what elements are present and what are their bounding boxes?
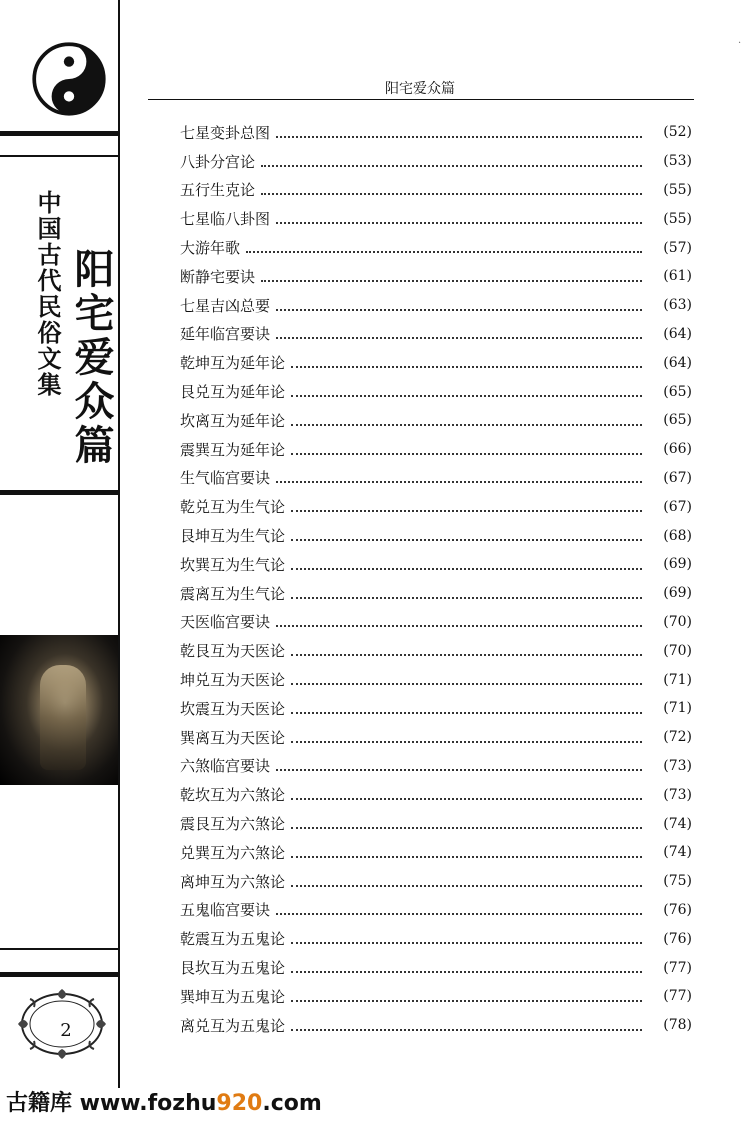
- series-title: 中国古代民俗文集: [33, 190, 62, 398]
- toc-leader-dots: [291, 797, 642, 800]
- toc-entry-title: 天医临宫要诀: [180, 613, 271, 632]
- toc-entry-title: 坎震互为天医论: [180, 699, 286, 718]
- toc-entry[interactable]: [180, 982, 692, 1011]
- toc-entry[interactable]: [180, 348, 692, 377]
- toc-entry-title: 离兑互为五鬼论: [180, 1016, 286, 1035]
- toc-entry-page: (78): [663, 1017, 692, 1034]
- toc-entry-page: (64): [663, 354, 692, 371]
- toc-entry-title: 坎离互为延年论: [180, 411, 286, 430]
- toc-entry[interactable]: [180, 723, 692, 752]
- toc-leader-dots: [276, 624, 642, 627]
- watermark-prefix: 古籍库 www.fozhu: [6, 1091, 217, 1116]
- toc-leader-dots: [291, 653, 642, 656]
- toc-entry-title: 七星吉凶总要: [180, 296, 271, 315]
- toc-entry-page: (71): [663, 671, 692, 688]
- sidebar-border: [118, 0, 120, 1088]
- toc-entry-title: 坎巽互为生气论: [180, 555, 286, 574]
- toc-leader-dots: [261, 279, 642, 282]
- toc-entry[interactable]: [180, 233, 692, 262]
- toc-entry[interactable]: [180, 1011, 692, 1040]
- toc-entry-title: 巽坤互为五鬼论: [180, 987, 286, 1006]
- sidebar: [0, 0, 120, 1122]
- toc-leader-dots: [291, 509, 642, 512]
- watermark-suffix: .com: [262, 1091, 322, 1116]
- toc-entry[interactable]: [180, 838, 692, 867]
- toc-entry-title: 五鬼临宫要诀: [180, 901, 271, 920]
- toc-entry-title: 乾兑互为生气论: [180, 498, 286, 517]
- toc-leader-dots: [246, 250, 642, 253]
- book-title: 阳宅爱众篇: [68, 248, 115, 468]
- toc-entry-page: (70): [663, 642, 692, 659]
- toc-entry-page: (74): [663, 844, 692, 861]
- toc-entry[interactable]: [180, 377, 692, 406]
- toc-entry-title: 震艮互为六煞论: [180, 815, 286, 834]
- toc-entry-page: (67): [663, 469, 692, 486]
- toc-entry-title: 巽离互为天医论: [180, 728, 286, 747]
- toc-entry-title: 艮坤互为生气论: [180, 527, 286, 546]
- toc-entry[interactable]: [180, 204, 692, 233]
- toc-entry-title: 断静宅要诀: [180, 267, 256, 286]
- toc-entry-page: (73): [663, 757, 692, 774]
- toc-entry-page: (70): [663, 613, 692, 630]
- toc-leader-dots: [276, 308, 642, 311]
- toc-entry-page: (71): [663, 700, 692, 717]
- toc-entry-page: (67): [663, 498, 692, 515]
- toc-entry[interactable]: [180, 262, 692, 291]
- toc-entry[interactable]: [180, 608, 692, 637]
- toc-entry[interactable]: [180, 118, 692, 147]
- header-rule: [148, 99, 694, 100]
- toc-leader-dots: [276, 480, 642, 483]
- toc-entry[interactable]: [180, 320, 692, 349]
- toc-entry[interactable]: [180, 579, 692, 608]
- toc-leader-dots: [291, 970, 642, 973]
- toc-entry-page: (53): [663, 153, 692, 170]
- divider-bar: [0, 972, 118, 977]
- toc-leader-dots: [291, 855, 642, 858]
- divider-bar: [0, 948, 118, 950]
- toc-leader-dots: [291, 567, 642, 570]
- toc-entry-page: (69): [663, 556, 692, 573]
- toc-entry-page: (65): [663, 412, 692, 429]
- toc-leader-dots: [291, 941, 642, 944]
- toc-entry[interactable]: [180, 550, 692, 579]
- toc-entry-title: 离坤互为六煞论: [180, 872, 286, 891]
- toc-entry[interactable]: [180, 176, 692, 205]
- toc-leader-dots: [276, 336, 642, 339]
- toc-entry-page: (61): [663, 268, 692, 285]
- toc-entry-title: 乾坤互为延年论: [180, 354, 286, 373]
- toc-entry[interactable]: [180, 896, 692, 925]
- divider-bar: [0, 490, 118, 495]
- statue-figure: [40, 665, 86, 770]
- toc-entry-title: 延年临宫要诀: [180, 325, 271, 344]
- toc-entry-title: 兑巽互为六煞论: [180, 843, 286, 862]
- toc-entry[interactable]: [180, 694, 692, 723]
- toc-leader-dots: [291, 452, 642, 455]
- toc-entry-title: 生气临宫要诀: [180, 469, 271, 488]
- toc-entry[interactable]: [180, 521, 692, 550]
- page-number: 2: [60, 1020, 72, 1041]
- toc-entry-page: (74): [663, 815, 692, 832]
- toc-entry[interactable]: [180, 752, 692, 781]
- toc-entry-page: (77): [663, 988, 692, 1005]
- toc-entry-title: 震巽互为延年论: [180, 440, 286, 459]
- toc-leader-dots: [291, 884, 642, 887]
- toc-entry-page: (68): [663, 527, 692, 544]
- toc-entry-page: (63): [663, 297, 692, 314]
- toc-entry[interactable]: [180, 809, 692, 838]
- toc-entry[interactable]: [180, 867, 692, 896]
- toc-entry[interactable]: [180, 435, 692, 464]
- toc-leader-dots: [291, 423, 642, 426]
- toc-entry-title: 七星变卦总图: [180, 123, 271, 142]
- toc-leader-dots: [291, 740, 642, 743]
- table-of-contents: [180, 118, 692, 1040]
- toc-entry-page: (57): [663, 239, 692, 256]
- toc-entry-title: 坤兑互为天医论: [180, 671, 286, 690]
- toc-entry[interactable]: [180, 464, 692, 493]
- toc-entry-title: 艮兑互为延年论: [180, 383, 286, 402]
- toc-leader-dots: [276, 768, 642, 771]
- site-watermark: [6, 1086, 322, 1117]
- toc-leader-dots: [291, 596, 642, 599]
- toc-entry-title: 五行生克论: [180, 181, 256, 200]
- toc-entry[interactable]: [180, 291, 692, 320]
- divider-bar: [0, 131, 118, 136]
- toc-entry-title: 八卦分宫论: [180, 152, 256, 171]
- toc-leader-dots: [291, 826, 642, 829]
- toc-leader-dots: [276, 135, 642, 138]
- yin-yang-icon: [32, 42, 106, 116]
- toc-entry[interactable]: [180, 924, 692, 953]
- toc-entry-title: 乾坎互为六煞论: [180, 786, 286, 805]
- toc-entry[interactable]: [180, 953, 692, 982]
- corner-mark: ·: [738, 38, 742, 49]
- toc-entry[interactable]: [180, 406, 692, 435]
- toc-entry-page: (65): [663, 383, 692, 400]
- toc-entry-page: (77): [663, 959, 692, 976]
- toc-leader-dots: [291, 682, 642, 685]
- toc-entry[interactable]: [180, 780, 692, 809]
- toc-entry-page: (52): [663, 124, 692, 141]
- toc-leader-dots: [291, 538, 642, 541]
- toc-leader-dots: [276, 221, 642, 224]
- toc-entry-title: 乾震互为五鬼论: [180, 930, 286, 949]
- toc-entry[interactable]: [180, 147, 692, 176]
- toc-entry-page: (69): [663, 585, 692, 602]
- toc-entry-page: (55): [663, 210, 692, 227]
- toc-entry[interactable]: [180, 665, 692, 694]
- toc-leader-dots: [291, 999, 642, 1002]
- toc-entry-page: (66): [663, 441, 692, 458]
- toc-entry-title: 乾艮互为天医论: [180, 642, 286, 661]
- toc-leader-dots: [261, 192, 642, 195]
- toc-leader-dots: [291, 394, 642, 397]
- toc-leader-dots: [276, 912, 642, 915]
- toc-entry-title: 六煞临宫要诀: [180, 757, 271, 776]
- toc-leader-dots: [261, 164, 642, 167]
- toc-leader-dots: [291, 1028, 642, 1031]
- toc-entry-title: 艮坎互为五鬼论: [180, 959, 286, 977]
- buddha-statue-image: [0, 635, 118, 785]
- toc-entry-title: 大游年歌: [180, 239, 241, 258]
- toc-entry-page: (55): [663, 181, 692, 198]
- watermark-accent: 920: [216, 1091, 263, 1116]
- toc-entry-title: 七星临八卦图: [180, 210, 271, 229]
- toc-entry-page: (72): [663, 729, 692, 746]
- toc-leader-dots: [291, 365, 642, 368]
- toc-entry[interactable]: [180, 636, 692, 665]
- toc-entry-title: 震离互为生气论: [180, 584, 286, 603]
- toc-leader-dots: [291, 711, 642, 714]
- toc-entry-page: (64): [663, 325, 692, 342]
- toc-entry-page: (76): [663, 901, 692, 918]
- divider-bar: [0, 155, 118, 157]
- toc-entry-page: (75): [663, 873, 692, 890]
- running-head: 阳宅爱众篇: [385, 81, 455, 97]
- toc-entry-page: (73): [663, 786, 692, 803]
- toc-entry-page: (76): [663, 930, 692, 947]
- toc-entry[interactable]: [180, 492, 692, 521]
